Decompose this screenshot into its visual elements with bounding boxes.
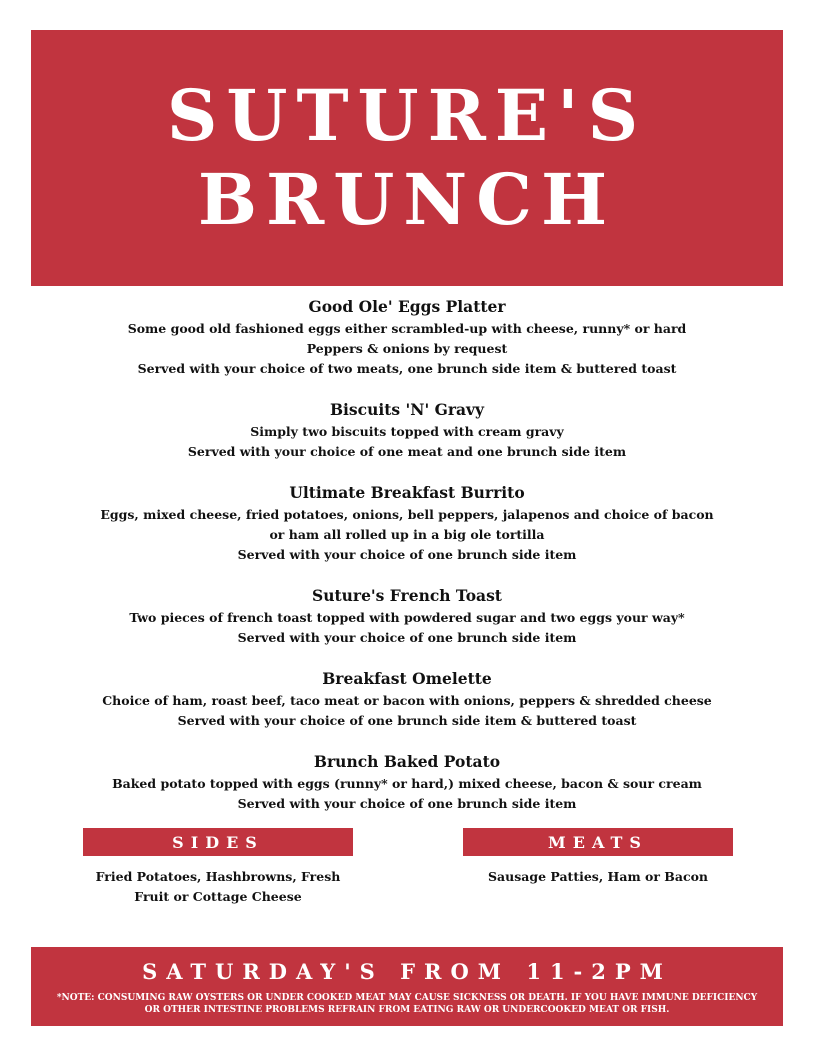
menu-item-description: Served with your choice of one brunch side item (237, 547, 577, 562)
menu-list (31, 296, 783, 834)
footer-banner (31, 947, 783, 1026)
menu-item-description: Peppers & onions by request (306, 341, 508, 356)
sides-text-line: Fruit or Cottage Cheese (134, 889, 302, 904)
menu-item-name: Brunch Baked Potato (313, 752, 501, 771)
menu-item-description: Some good old fashioned eggs either scrambled-up with cheese, runny* or hard (127, 321, 687, 336)
menu-item-description: Simply two biscuits topped with cream gravy (250, 424, 564, 439)
menu-item-description: Baked potato topped with eggs (runny* or hard,) mixed cheese, bacon & sour cream (112, 776, 702, 791)
sides-heading: SIDES (83, 828, 353, 856)
title-line-2: BRUNCH (197, 158, 617, 241)
menu-item-description: Served with your choice of two meats, one brunch side item & buttered toast (137, 361, 677, 376)
menu-item-description: Eggs, mixed cheese, fried potatoes, onions, bell peppers, jalapenos and choice of bacon (100, 507, 714, 522)
title-line-1: SUTURE'S (166, 74, 648, 157)
menu-item-description: Served with your choice of one brunch side item (237, 630, 577, 645)
meats-heading: MEATS (463, 828, 733, 856)
menu-item (31, 296, 783, 379)
health-notice: *NOTE: CONSUMING RAW OYSTERS OR UNDER COOKED MEAT MAY CAUSE SICKNESS OR DEATH. IF YOU HAVE IMMUNE DEFICIENCY OR OTHER INTESTINE PROBLEMS REFRAIN FROM EATING RAW OR UNDERCOOKED MEAT OR FISH. (56, 993, 758, 1015)
hours-title: SATURDAY'S FROM 11-2PM (142, 959, 672, 984)
menu-item-name: Good Ole' Eggs Platter (308, 297, 506, 316)
menu-item (31, 668, 783, 731)
menu-item-name: Ultimate Breakfast Burrito (289, 483, 525, 502)
menu-item-name: Biscuits 'N' Gravy (329, 400, 485, 419)
menu-item-description: or ham all rolled up in a big ole tortilla (269, 527, 545, 542)
menu-item-name: Breakfast Omelette (322, 669, 492, 688)
meats-text: Sausage Patties, Ham or Bacon (487, 869, 708, 884)
menu-item-description: Served with your choice of one meat and one brunch side item (187, 444, 627, 459)
menu-item-description: Served with your choice of one brunch side item & buttered toast (177, 713, 637, 728)
sides-list (83, 867, 353, 907)
menu-item-description: Choice of ham, roast beef, taco meat or bacon with onions, peppers & shredded cheese (102, 693, 712, 708)
menu-item (31, 482, 783, 565)
menu-item-description: Two pieces of french toast topped with powdered sugar and two eggs your way* (129, 610, 685, 625)
menu-item (31, 585, 783, 648)
menu-item (31, 751, 783, 814)
meats-list (463, 867, 733, 887)
sides-text-line: Fried Potatoes, Hashbrowns, Fresh (95, 869, 341, 884)
menu-item (31, 399, 783, 462)
menu-item-name: Suture's French Toast (312, 586, 502, 605)
title-banner (31, 30, 783, 286)
menu-item-description: Served with your choice of one brunch side item (237, 796, 577, 811)
